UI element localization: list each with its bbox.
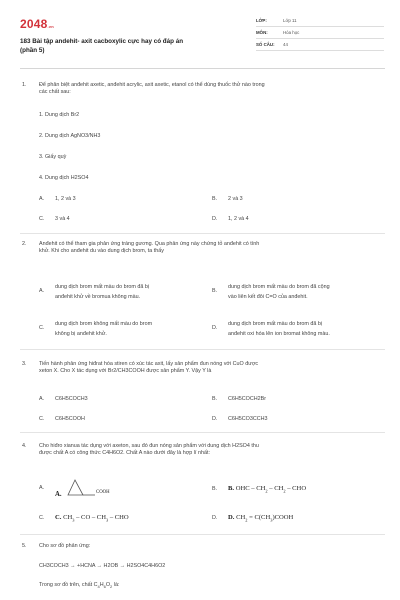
- formula-part: – CHO: [285, 485, 307, 492]
- logo-suffix: .vn: [47, 24, 54, 29]
- option-line: dung dịch brom mất màu do brom đã bị: [55, 284, 150, 290]
- document-title: [20, 38, 230, 55]
- formula-part: – CH: [267, 485, 284, 492]
- page-header: [20, 12, 385, 58]
- option-letter: B.: [212, 288, 218, 294]
- question-line: xeton X. Cho X tác dụng với Br2/CH3COOH được sản phẩm Y. Vậy Y là: [39, 368, 212, 375]
- option-letter: D.: [212, 515, 218, 521]
- option-letter: B.: [212, 396, 218, 402]
- option-letter: B.: [212, 196, 218, 202]
- meta-key: MÔN:: [256, 30, 268, 35]
- option-formula: [228, 514, 293, 523]
- prompt-part: H: [99, 582, 104, 588]
- question-text: [39, 543, 379, 550]
- option-letter: A.: [39, 288, 45, 294]
- meta-table: [256, 17, 384, 53]
- option-text: C6H5COCH3: [55, 396, 88, 402]
- option-line: dung dịch brom mất màu do brom đã cộng: [228, 284, 330, 290]
- question-divider: [20, 534, 385, 535]
- question-line: Cho sơ đồ phản ứng:: [39, 543, 91, 549]
- option-line: không bị anđehit khử.: [55, 331, 107, 338]
- formula-subscript: 3: [72, 517, 75, 523]
- option-text: [55, 282, 205, 303]
- list-item: 4. Dung dịch H2SO4: [39, 175, 89, 181]
- formula-subscript: 2: [245, 517, 248, 523]
- site-logo[interactable]: [20, 16, 54, 32]
- question-line: được chất A có công thức C4H6O2. Chất A nào dưới đây là hợp lí nhất:: [39, 450, 210, 457]
- question-text: [39, 82, 379, 97]
- option-text: [228, 319, 386, 340]
- option-letter: A.: [39, 196, 45, 202]
- question-line: Tiến hành phản ứng hiđrat hóa stiren có xúc tác axit, lấy sản phẩm đun nóng với CuO được: [39, 361, 259, 367]
- question-4: [22, 443, 384, 463]
- option-letter: D.: [212, 216, 218, 222]
- question-text: [39, 361, 379, 376]
- option-letter: A.: [39, 396, 45, 402]
- formula-subscript: 6: [103, 584, 106, 590]
- meta-row-class: [256, 17, 384, 27]
- formula-part: – CO – CH: [74, 514, 106, 521]
- question-number: 4.: [22, 443, 27, 449]
- formula-part: = C(CH: [247, 514, 271, 521]
- option-line: anđehit oxi hóa lên ion bromat không màu.: [228, 331, 330, 338]
- formula-subscript: 3: [270, 517, 273, 523]
- formula-part: – CHO: [108, 514, 129, 521]
- question-number: 2.: [22, 241, 27, 247]
- meta-key: SỐ CÂU:: [256, 42, 275, 47]
- prompt-part: là:: [112, 582, 120, 588]
- question-number: 3.: [22, 361, 27, 367]
- formula-part: OHC – CH: [235, 485, 266, 492]
- title-line-1: 183 Bài tập andehit- axit cacboxylic cực hay có đáp án: [20, 38, 184, 45]
- meta-value: 44: [283, 42, 288, 47]
- title-line-2: (phần 5): [20, 46, 45, 54]
- meta-value: Lớp 11: [283, 18, 297, 23]
- option-text: [228, 282, 383, 303]
- option-letter: C.: [39, 325, 45, 331]
- option-inner-letter: C.: [55, 514, 62, 521]
- question-number: 5.: [22, 543, 27, 549]
- option-letter: C.: [39, 216, 45, 222]
- list-item: 2. Dung dịch AgNO3/NH3: [39, 133, 101, 139]
- meta-key: LỚP:: [256, 18, 267, 23]
- question-line: Anđehit có thể tham gia phản ứng tráng gương. Qua phản ứng này chứng tỏ anđehit có tính: [39, 241, 260, 247]
- option-formula: [55, 514, 129, 523]
- option-letter: C.: [39, 515, 45, 521]
- question-1: [22, 82, 384, 232]
- formula-subscript: 2: [110, 584, 113, 590]
- option-line: anđehit khử về bromua không màu.: [55, 294, 141, 301]
- formula-subscript: 3: [105, 517, 109, 523]
- option-letter: C.: [39, 416, 45, 422]
- option-line: vào liên kết đôi C=O của anđehit.: [228, 294, 308, 301]
- list-item: 1. Dung dịch Br2: [39, 112, 80, 118]
- option-letter: D.: [212, 325, 218, 331]
- option-text: 1, 2 và 4: [228, 216, 249, 222]
- meta-row-subject: [256, 29, 384, 39]
- question-3: [22, 361, 384, 381]
- option-text: C6H5COOH: [55, 416, 85, 422]
- cyclopropane-structure-icon: [66, 478, 98, 498]
- option-line: dung dịch brom mất màu do brom đã bị: [228, 321, 323, 327]
- option-text: 2 và 3: [228, 196, 243, 202]
- header-divider: [20, 68, 385, 69]
- reaction-scheme: CH3COCH3 → +HCNA → H2OB → H2SO4C4H6O2: [39, 563, 166, 569]
- question-divider: [20, 233, 385, 234]
- option-inner-letter: D.: [228, 514, 235, 521]
- question-text: [39, 443, 379, 458]
- option-text: 3 và 4: [55, 216, 70, 222]
- question-2: [22, 241, 384, 261]
- prompt-part: Trong sơ đồ trên, chất C: [39, 582, 98, 588]
- carboxyl-group-label: COOH: [96, 490, 110, 495]
- formula-subscript: 4: [97, 584, 100, 590]
- option-formula: [228, 485, 306, 494]
- meta-value: Hóa học: [283, 30, 300, 35]
- question-prompt: [39, 582, 119, 589]
- option-inner-letter: A.: [55, 491, 62, 498]
- question-line: khử. Khi cho anđehit du vào dung dịch brom, ta thấy: [39, 248, 164, 255]
- question-divider: [20, 432, 385, 433]
- logo-text: 2048: [20, 17, 48, 31]
- option-text: C6H5COCH2Br: [228, 396, 267, 402]
- option-line: dung dịch brom không mất màu do brom: [55, 321, 153, 327]
- formula-part: CH: [63, 514, 73, 521]
- prompt-part: O: [105, 582, 111, 588]
- list-item: 3. Giấy quỳ: [39, 154, 67, 160]
- formula-subscript: 2: [265, 488, 268, 494]
- question-divider: [20, 349, 385, 350]
- question-5: [22, 543, 384, 553]
- question-line: Để phân biệt anđehit axetic, anđehit acrylic, axit axetic, etanol có thể dùng thuốc thử nào trong: [39, 82, 265, 88]
- option-letter: D.: [212, 416, 218, 422]
- option-text: C6H5CO3CCH3: [228, 416, 268, 422]
- formula-subscript: 2: [283, 488, 286, 494]
- option-letter: A.: [39, 485, 45, 491]
- question-text: [39, 241, 379, 256]
- formula-part: )COOH: [272, 514, 294, 521]
- question-line: Cho hiđro xianua tác dụng với axeton, sau đó đun nóng sản phẩm với dung dịch H2SO4 thu: [39, 443, 259, 449]
- option-inner-letter: B.: [228, 485, 235, 492]
- question-line: các chất sau:: [39, 89, 71, 96]
- question-number: 1.: [22, 82, 27, 88]
- meta-row-count: [256, 41, 384, 51]
- option-text: [55, 319, 205, 340]
- option-text: 1, 2 và 3: [55, 196, 76, 202]
- option-letter: B.: [212, 486, 218, 492]
- formula-part: CH: [236, 514, 246, 521]
